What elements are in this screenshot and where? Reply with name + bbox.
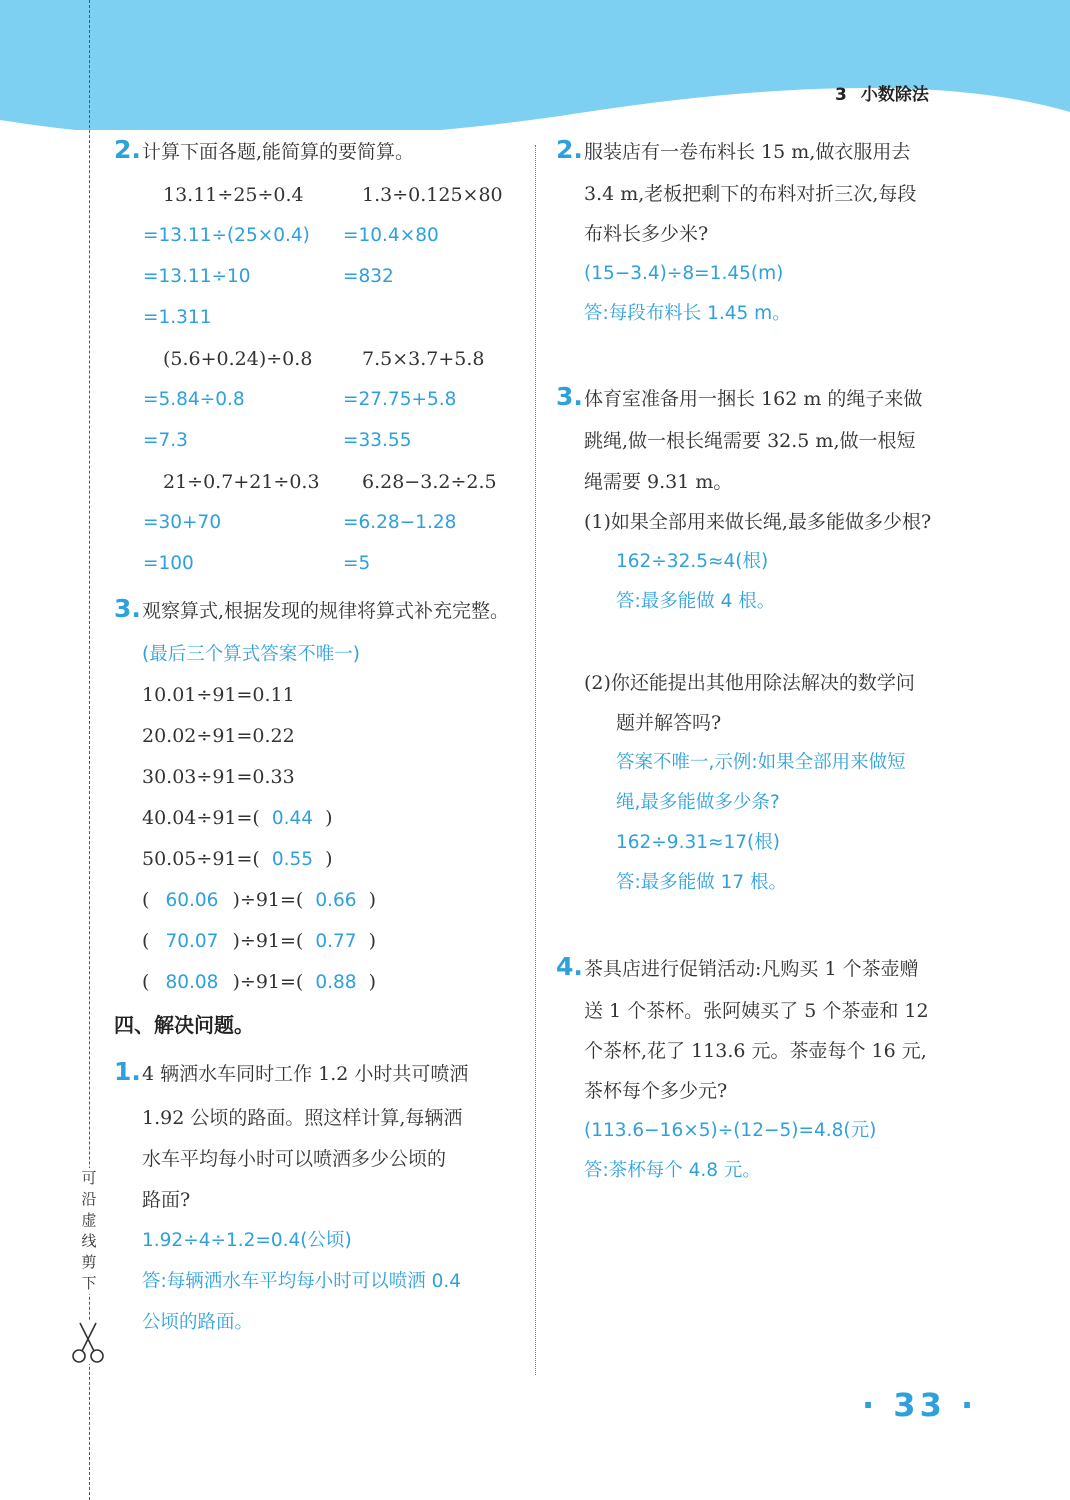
solution-answer: 公顷的路面。 (142, 1312, 254, 1333)
problem-text: 水车平均每小时可以喷洒多少公顷的 (142, 1148, 447, 1170)
header-banner (0, 0, 1070, 130)
scissors-icon (70, 1320, 106, 1364)
fill-answer: 0.66 (315, 890, 357, 911)
fill-answer: 0.55 (271, 849, 314, 870)
problem-text: 个茶杯,花了 113.6 元。茶壶每个 16 元, (584, 1040, 927, 1062)
problem-number: 2. (556, 135, 583, 164)
problem-number: 1. (114, 1057, 141, 1086)
problem-text: 4 辆洒水车同时工作 1.2 小时共可喷洒 (142, 1063, 469, 1085)
given-equation: 30.03÷91=0.33 (142, 766, 295, 788)
solution-calc: (113.6−16×5)÷(12−5)=4.8(元) (584, 1120, 877, 1141)
expression: (5.6+0.24)÷0.8 (163, 348, 313, 370)
fill-answer: 70.07 (165, 931, 219, 952)
answer-step: =100 (143, 553, 194, 574)
problem-number: 3. (556, 382, 583, 411)
solution-answer: 答:茶杯每个 4.8 元。 (584, 1160, 761, 1181)
solution-answer: 答案不唯一,示例:如果全部用来做短 (616, 752, 906, 773)
answer-step: =5.84÷0.8 (143, 389, 245, 410)
problem-text: 体育室准备用一捆长 162 m 的绳子来做 (584, 388, 923, 410)
answer-step: =1.311 (143, 307, 212, 328)
fill-answer: 60.06 (165, 890, 219, 911)
chapter-title: 小数除法 (860, 85, 929, 105)
answer-step: =832 (343, 266, 394, 287)
fill-answer: 0.88 (315, 972, 357, 993)
chapter-header (835, 80, 929, 105)
fill-answer: 0.44 (271, 808, 314, 829)
page-number: · 33 · (862, 1386, 978, 1424)
chapter-number: 3 (835, 85, 847, 105)
fill-equation: ( 60.06 )÷91=( 0.66 ) (142, 889, 377, 911)
given-equation: 20.02÷91=0.22 (142, 725, 295, 747)
answer-step: =33.55 (343, 430, 412, 451)
problem-text: 布料长多少米? (584, 223, 709, 245)
section-heading: 四、解决问题。 (114, 1013, 254, 1037)
question-number: 2. (114, 135, 141, 164)
solution-calc: (15−3.4)÷8=1.45(m) (584, 263, 784, 284)
answer-step: =6.28−1.28 (343, 512, 457, 533)
fill-equation: 40.04÷91=( 0.44 ) (142, 807, 333, 829)
given-equation: 10.01÷91=0.11 (142, 684, 295, 706)
solution-answer: 答:最多能做 17 根。 (616, 872, 788, 893)
answer-step: =13.11÷10 (143, 266, 251, 287)
answer-note: (最后三个算式答案不唯一) (142, 644, 360, 665)
fill-answer: 80.08 (165, 972, 219, 993)
problem-text: 跳绳,做一根长绳需要 32.5 m,做一根短 (584, 430, 916, 452)
problem-text: 服装店有一卷布料长 15 m,做衣服用去 (584, 141, 911, 163)
problem-text: 3.4 m,老板把剩下的布料对折三次,每段 (584, 183, 917, 205)
problem-number: 4. (556, 952, 583, 981)
sub-question: (1)如果全部用来做长绳,最多能做多少根? (584, 511, 932, 533)
fill-answer: 0.77 (315, 931, 357, 952)
problem-text: 茶杯每个多少元? (584, 1080, 728, 1102)
problem-text: 送 1 个茶杯。张阿姨买了 5 个茶壶和 12 (584, 1000, 929, 1022)
solution-calc: 162÷9.31≈17(根) (616, 832, 780, 853)
expression: 21÷0.7+21÷0.3 (163, 471, 320, 493)
column-divider (535, 145, 536, 1375)
answer-step: =27.75+5.8 (343, 389, 457, 410)
cut-guide-text: 可 沿 虚 线 剪 下 (81, 1169, 97, 1292)
expression: 13.11÷25÷0.4 (163, 184, 304, 206)
question-number: 3. (114, 594, 141, 623)
problem-text: 茶具店进行促销活动:凡购买 1 个茶壶赠 (584, 958, 919, 980)
answer-step: =7.3 (143, 430, 188, 451)
answer-step: =30+70 (143, 512, 222, 533)
problem-text: 1.92 公顷的路面。照这样计算,每辆洒 (142, 1107, 463, 1129)
solution-answer: 答:每辆洒水车平均每小时可以喷洒 0.4 (142, 1271, 462, 1292)
solution-answer: 答:最多能做 4 根。 (616, 591, 776, 612)
problem-text: 路面? (142, 1189, 191, 1211)
expression: 7.5×3.7+5.8 (362, 348, 485, 370)
question-prompt: 计算下面各题,能简算的要简算。 (142, 141, 415, 163)
answer-step: =5 (343, 553, 371, 574)
expression: 1.3÷0.125×80 (362, 184, 503, 206)
fill-equation: 50.05÷91=( 0.55 ) (142, 848, 333, 870)
fill-equation: ( 80.08 )÷91=( 0.88 ) (142, 971, 377, 993)
expression: 6.28−3.2÷2.5 (362, 471, 497, 493)
answer-step: =10.4×80 (343, 225, 439, 246)
solution-calc: 1.92÷4÷1.2=0.4(公顷) (142, 1230, 352, 1251)
question-prompt: 观察算式,根据发现的规律将算式补充完整。 (142, 600, 510, 622)
fill-equation: ( 70.07 )÷91=( 0.77 ) (142, 930, 377, 952)
solution-answer: 绳,最多能做多少条? (616, 792, 780, 813)
problem-text: 绳需要 9.31 m。 (584, 471, 733, 493)
answer-step: =13.11÷(25×0.4) (143, 225, 310, 246)
solution-calc: 162÷32.5≈4(根) (616, 551, 769, 572)
sub-question: (2)你还能提出其他用除法解决的数学问 (584, 672, 915, 694)
solution-answer: 答:每段布料长 1.45 m。 (584, 303, 791, 324)
sub-question: 题并解答吗? (616, 712, 722, 734)
